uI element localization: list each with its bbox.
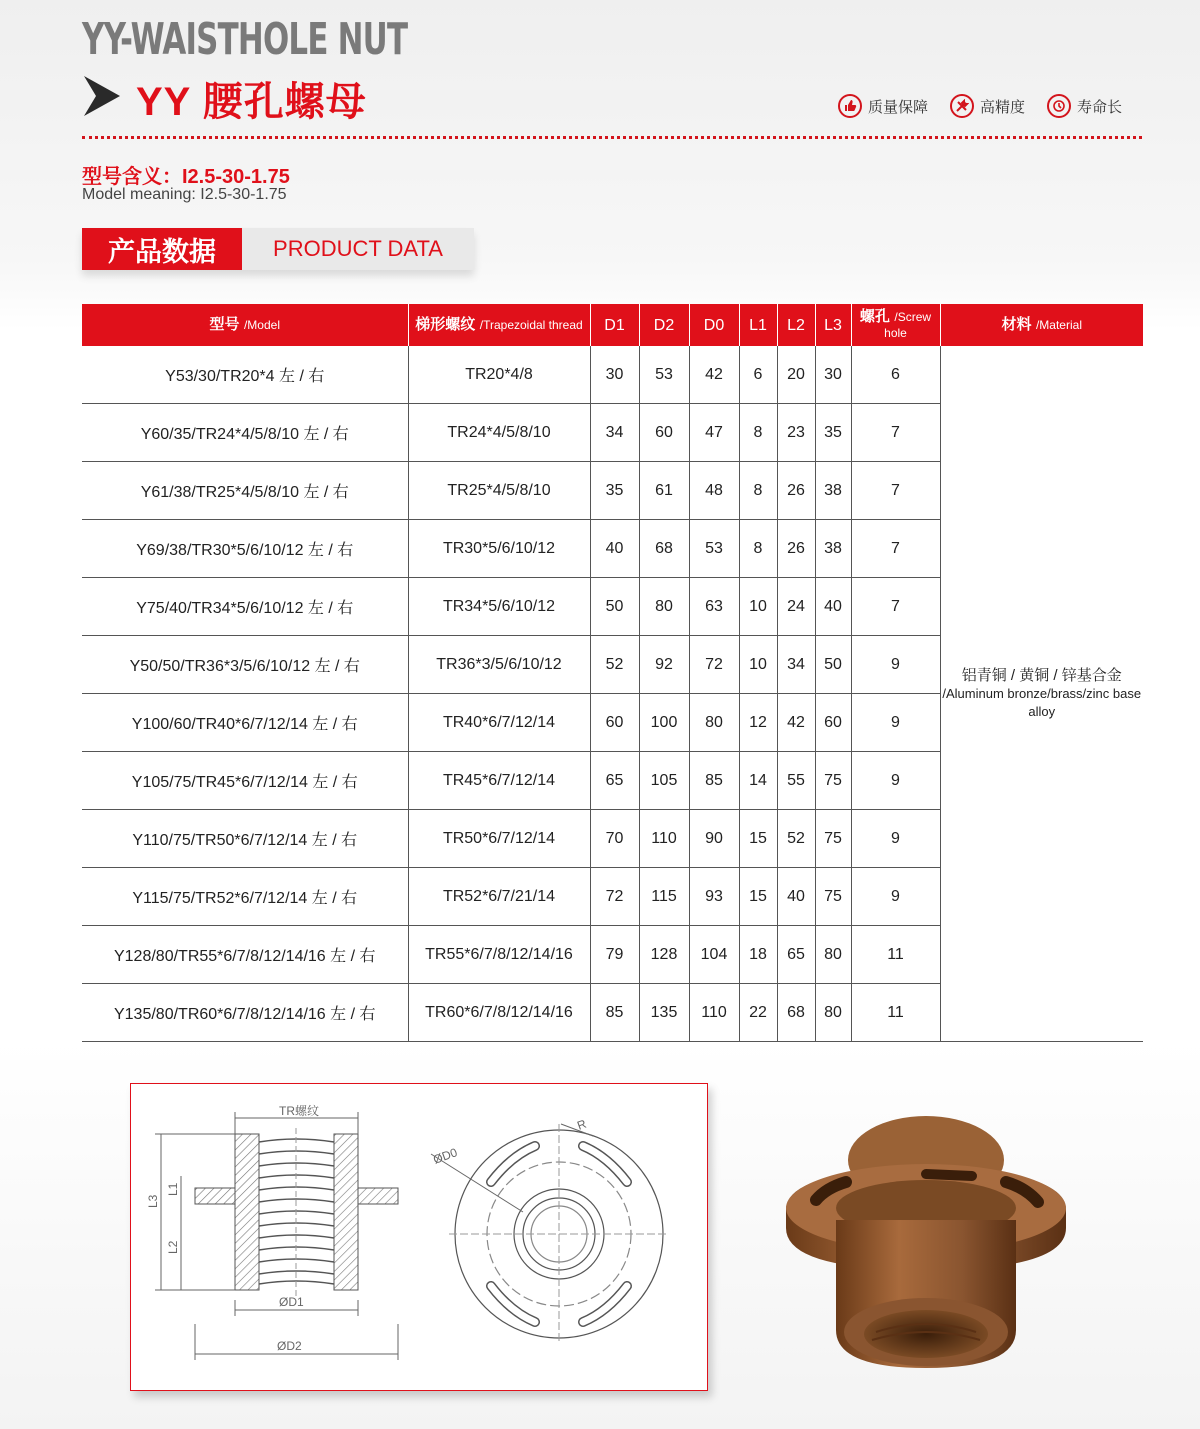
- cell-model: Y53/30/TR20*4 左 / 右: [82, 346, 408, 404]
- feature-quality: [838, 94, 928, 118]
- cell-d0: 48: [689, 462, 739, 520]
- cell-d0: 85: [689, 752, 739, 810]
- thumbs-up-icon: [838, 94, 862, 118]
- cell-d0: 93: [689, 868, 739, 926]
- cell-model: Y105/75/TR45*6/7/12/14 左 / 右: [82, 752, 408, 810]
- cell-l1: 14: [739, 752, 777, 810]
- cell-screw-hole: 6: [851, 346, 940, 404]
- feature-lifespan: [1047, 94, 1122, 118]
- cell-l1: 18: [739, 926, 777, 984]
- table-header-row: [82, 304, 1143, 346]
- cell-l2: 26: [777, 520, 815, 578]
- cell-d0: 63: [689, 578, 739, 636]
- chevron-icon: [82, 74, 122, 118]
- cell-d2: 105: [639, 752, 689, 810]
- cell-d2: 92: [639, 636, 689, 694]
- header-l1: L1: [739, 304, 777, 346]
- nut-product-image: [776, 1100, 1076, 1370]
- cell-d0: 47: [689, 404, 739, 462]
- cell-screw-hole: 7: [851, 404, 940, 462]
- header-material: 材料 /Material: [940, 304, 1143, 346]
- cell-l1: 15: [739, 868, 777, 926]
- cell-screw-hole: 7: [851, 462, 940, 520]
- cell-thread: TR24*4/5/8/10: [408, 404, 590, 462]
- header-screw-hole: 螺孔 /Screw hole: [851, 304, 940, 346]
- cell-d2: 53: [639, 346, 689, 404]
- cell-screw-hole: 11: [851, 926, 940, 984]
- header-d2: D2: [639, 304, 689, 346]
- header-divider: [82, 136, 1142, 139]
- side-view: [146, 1103, 398, 1360]
- cell-l1: 12: [739, 694, 777, 752]
- material-en: /Aluminum bronze/brass/zinc base alloy: [942, 685, 1142, 719]
- technical-drawing: [130, 1083, 708, 1391]
- cell-d2: 100: [639, 694, 689, 752]
- cell-thread: TR34*5/6/10/12: [408, 578, 590, 636]
- cell-l2: 34: [777, 636, 815, 694]
- cell-d1: 65: [590, 752, 639, 810]
- header-d1: D1: [590, 304, 639, 346]
- cell-screw-hole: 9: [851, 694, 940, 752]
- label-tr-thread: TR螺纹: [279, 1104, 319, 1118]
- cell-l1: 8: [739, 404, 777, 462]
- cell-model: Y100/60/TR40*6/7/12/14 左 / 右: [82, 694, 408, 752]
- cell-model: Y50/50/TR36*3/5/6/10/12 左 / 右: [82, 636, 408, 694]
- label-l1: L1: [166, 1182, 180, 1196]
- cell-screw-hole: 9: [851, 636, 940, 694]
- cell-thread: TR36*3/5/6/10/12: [408, 636, 590, 694]
- cell-d0: 104: [689, 926, 739, 984]
- cell-d1: 72: [590, 868, 639, 926]
- cell-l2: 42: [777, 694, 815, 752]
- cell-screw-hole: 9: [851, 810, 940, 868]
- cell-thread: TR60*6/7/8/12/14/16: [408, 984, 590, 1042]
- cell-l2: 55: [777, 752, 815, 810]
- cell-l3: 80: [815, 926, 851, 984]
- cell-d2: 80: [639, 578, 689, 636]
- cell-model: Y115/75/TR52*6/7/12/14 左 / 右: [82, 868, 408, 926]
- cell-model: Y128/80/TR55*6/7/8/12/14/16 左 / 右: [82, 926, 408, 984]
- cell-d1: 60: [590, 694, 639, 752]
- header-thread: 梯形螺纹 /Trapezoidal thread: [408, 304, 590, 346]
- cell-d0: 80: [689, 694, 739, 752]
- cell-d1: 70: [590, 810, 639, 868]
- cell-d0: 72: [689, 636, 739, 694]
- cell-thread: TR50*6/7/12/14: [408, 810, 590, 868]
- table-body: [82, 346, 1143, 1042]
- cell-l3: 38: [815, 462, 851, 520]
- cell-l3: 30: [815, 346, 851, 404]
- cell-l2: 68: [777, 984, 815, 1042]
- product-data-table: [82, 304, 1143, 1042]
- cell-d1: 35: [590, 462, 639, 520]
- title-chinese: YY 腰孔螺母: [136, 80, 367, 124]
- cell-d2: 110: [639, 810, 689, 868]
- cell-d0: 53: [689, 520, 739, 578]
- cell-l1: 22: [739, 984, 777, 1042]
- cell-screw-hole: 7: [851, 520, 940, 578]
- cell-model: Y110/75/TR50*6/7/12/14 左 / 右: [82, 810, 408, 868]
- cell-screw-hole: 9: [851, 868, 940, 926]
- cell-model: Y61/38/TR25*4/5/8/10 左 / 右: [82, 462, 408, 520]
- cell-l1: 15: [739, 810, 777, 868]
- cell-d1: 34: [590, 404, 639, 462]
- section-title-cn: 产品数据: [82, 228, 242, 270]
- model-meaning-en: Model meaning: I2.5-30-1.75: [82, 186, 287, 203]
- table-row: [82, 346, 1143, 404]
- cell-l2: 52: [777, 810, 815, 868]
- cell-thread: TR52*6/7/21/14: [408, 868, 590, 926]
- cell-d1: 30: [590, 346, 639, 404]
- cell-l3: 80: [815, 984, 851, 1042]
- cell-d1: 40: [590, 520, 639, 578]
- cell-l1: 10: [739, 578, 777, 636]
- cell-l3: 75: [815, 752, 851, 810]
- feature-precision: [950, 94, 1025, 118]
- cell-l1: 8: [739, 462, 777, 520]
- cell-d1: 50: [590, 578, 639, 636]
- cell-model: Y75/40/TR34*5/6/10/12 左 / 右: [82, 578, 408, 636]
- cell-d0: 90: [689, 810, 739, 868]
- cell-model: Y135/80/TR60*6/7/8/12/14/16 左 / 右: [82, 984, 408, 1042]
- cell-thread: TR40*6/7/12/14: [408, 694, 590, 752]
- cell-l1: 6: [739, 346, 777, 404]
- cell-l2: 26: [777, 462, 815, 520]
- cell-l3: 75: [815, 810, 851, 868]
- cell-screw-hole: 11: [851, 984, 940, 1042]
- cell-l2: 24: [777, 578, 815, 636]
- label-d2: ØD2: [277, 1339, 302, 1353]
- cell-l3: 75: [815, 868, 851, 926]
- cell-material: [940, 346, 1143, 1042]
- cell-l2: 20: [777, 346, 815, 404]
- cell-l3: 60: [815, 694, 851, 752]
- wrench-icon: [950, 94, 974, 118]
- cell-l3: 35: [815, 404, 851, 462]
- cell-thread: TR20*4/8: [408, 346, 590, 404]
- cell-d1: 52: [590, 636, 639, 694]
- cell-l3: 40: [815, 578, 851, 636]
- cell-screw-hole: 9: [851, 752, 940, 810]
- cell-d2: 128: [639, 926, 689, 984]
- feature-badges: [838, 94, 1122, 118]
- cell-d0: 42: [689, 346, 739, 404]
- model-meaning-cn: 型号含义：I2.5-30-1.75: [82, 166, 290, 188]
- drawing-svg: [131, 1084, 707, 1390]
- cell-thread: TR25*4/5/8/10: [408, 462, 590, 520]
- title-english: YY-WAISTHOLE NUT: [82, 14, 408, 65]
- label-d1: ØD1: [279, 1295, 304, 1309]
- cell-screw-hole: 7: [851, 578, 940, 636]
- cell-thread: TR30*5/6/10/12: [408, 520, 590, 578]
- material-cn: 铝青铜 / 黄铜 / 锌基合金: [961, 666, 1122, 684]
- cell-l1: 8: [739, 520, 777, 578]
- label-r: R: [575, 1116, 589, 1133]
- cell-d2: 115: [639, 868, 689, 926]
- section-header: [82, 228, 474, 270]
- cell-d2: 68: [639, 520, 689, 578]
- feature-lifespan-label: 寿命长: [1077, 98, 1123, 116]
- cell-l3: 50: [815, 636, 851, 694]
- header-model: 型号 /Model: [82, 304, 408, 346]
- section-title-en: PRODUCT DATA: [242, 228, 474, 270]
- feature-precision-label: 高精度: [980, 98, 1026, 116]
- cell-l3: 38: [815, 520, 851, 578]
- cell-thread: TR55*6/7/8/12/14/16: [408, 926, 590, 984]
- cell-l2: 40: [777, 868, 815, 926]
- cell-d1: 79: [590, 926, 639, 984]
- header-d0: D0: [689, 304, 739, 346]
- front-view: [431, 1124, 669, 1344]
- clock-icon: [1047, 94, 1071, 118]
- cell-thread: TR45*6/7/12/14: [408, 752, 590, 810]
- cell-l2: 23: [777, 404, 815, 462]
- label-l2: L2: [166, 1240, 180, 1254]
- cell-l2: 65: [777, 926, 815, 984]
- cell-model: Y60/35/TR24*4/5/8/10 左 / 右: [82, 404, 408, 462]
- feature-quality-label: 质量保障: [868, 98, 929, 116]
- cell-d2: 135: [639, 984, 689, 1042]
- header-l3: L3: [815, 304, 851, 346]
- cell-l1: 10: [739, 636, 777, 694]
- cell-d2: 60: [639, 404, 689, 462]
- header-l2: L2: [777, 304, 815, 346]
- cell-d0: 110: [689, 984, 739, 1042]
- label-l3: L3: [146, 1194, 160, 1208]
- label-d0: ØD0: [431, 1145, 460, 1167]
- cell-d2: 61: [639, 462, 689, 520]
- cell-model: Y69/38/TR30*5/6/10/12 左 / 右: [82, 520, 408, 578]
- cell-d1: 85: [590, 984, 639, 1042]
